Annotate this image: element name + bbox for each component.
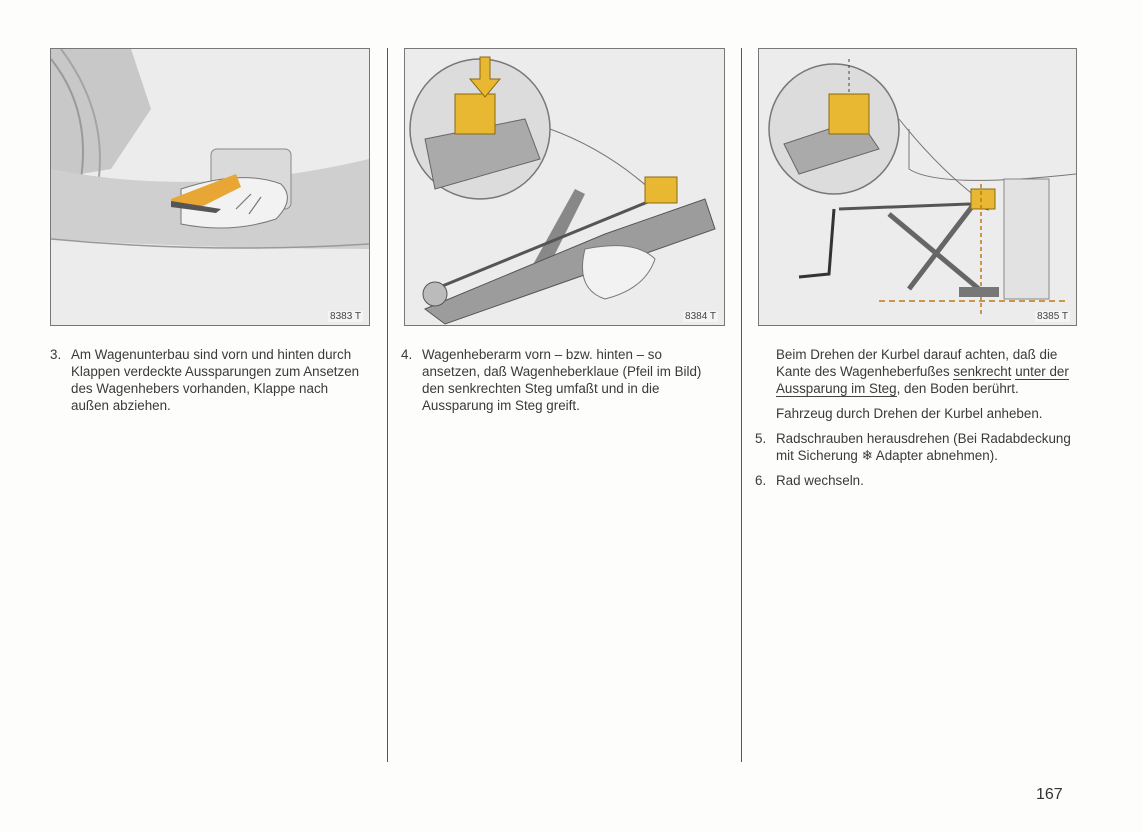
step-text: Wagenheberarm vorn – bzw. hinten – so ansetzen, daß Wagenheberklaue (Pfeil im Bild) den senkrechten Steg umfaßt und in die Aussparung im Steg greift. [422,347,702,413]
page-number: 167 [1036,786,1063,803]
step-4 [401,346,715,414]
hand-opening-cover-illustration [51,49,369,325]
column-divider-1 [387,48,388,762]
caution-paragraph [776,346,1073,397]
figure-code: 8385 T [1037,311,1068,322]
column-2-text [401,346,715,422]
figure-jack-positioning [404,48,725,326]
figure-jack-perpendicular [758,48,1077,326]
caution-text-b: , den Boden berührt. [896,381,1019,396]
figure-jack-cover [50,48,370,326]
step-number: 4. [401,347,413,362]
figure-code: 8383 T [330,311,361,322]
column-1-text [50,346,362,422]
step-text: Radschrauben herausdrehen (Bei Radabdeckung mit Sicherung ❄ Adapter abnehmen). [776,431,1071,463]
scissor-jack-illustration [405,49,724,325]
caution-text-a: Beim Drehen der Kurbel darauf achten, daß die Kante des Wagenheberfußes [776,347,1058,379]
underlined-text-1: senkrecht [953,364,1012,379]
step-text: Am Wagenunterbau sind vorn und hinten durch Klappen verdeckte Aussparungen zum Ansetzen des Wagenhebers vorhanden, Klappe nach außen abziehen. [71,347,360,413]
jack-base-illustration [759,49,1076,325]
lift-paragraph: Fahrzeug durch Drehen der Kurbel anheben. [776,406,1043,421]
step-number: 5. [755,431,767,446]
step-text: Rad wechseln. [776,473,864,488]
step-number: 3. [50,347,62,362]
column-3-text [755,346,1073,497]
figure-code: 8384 T [685,311,716,322]
column-divider-2 [741,48,742,762]
step-5 [755,430,1073,464]
step-number: 6. [755,473,767,488]
step-6 [755,472,1073,489]
underlined-text-2: unter der Aussparung im Steg [776,364,1069,396]
step-3 [50,346,362,414]
